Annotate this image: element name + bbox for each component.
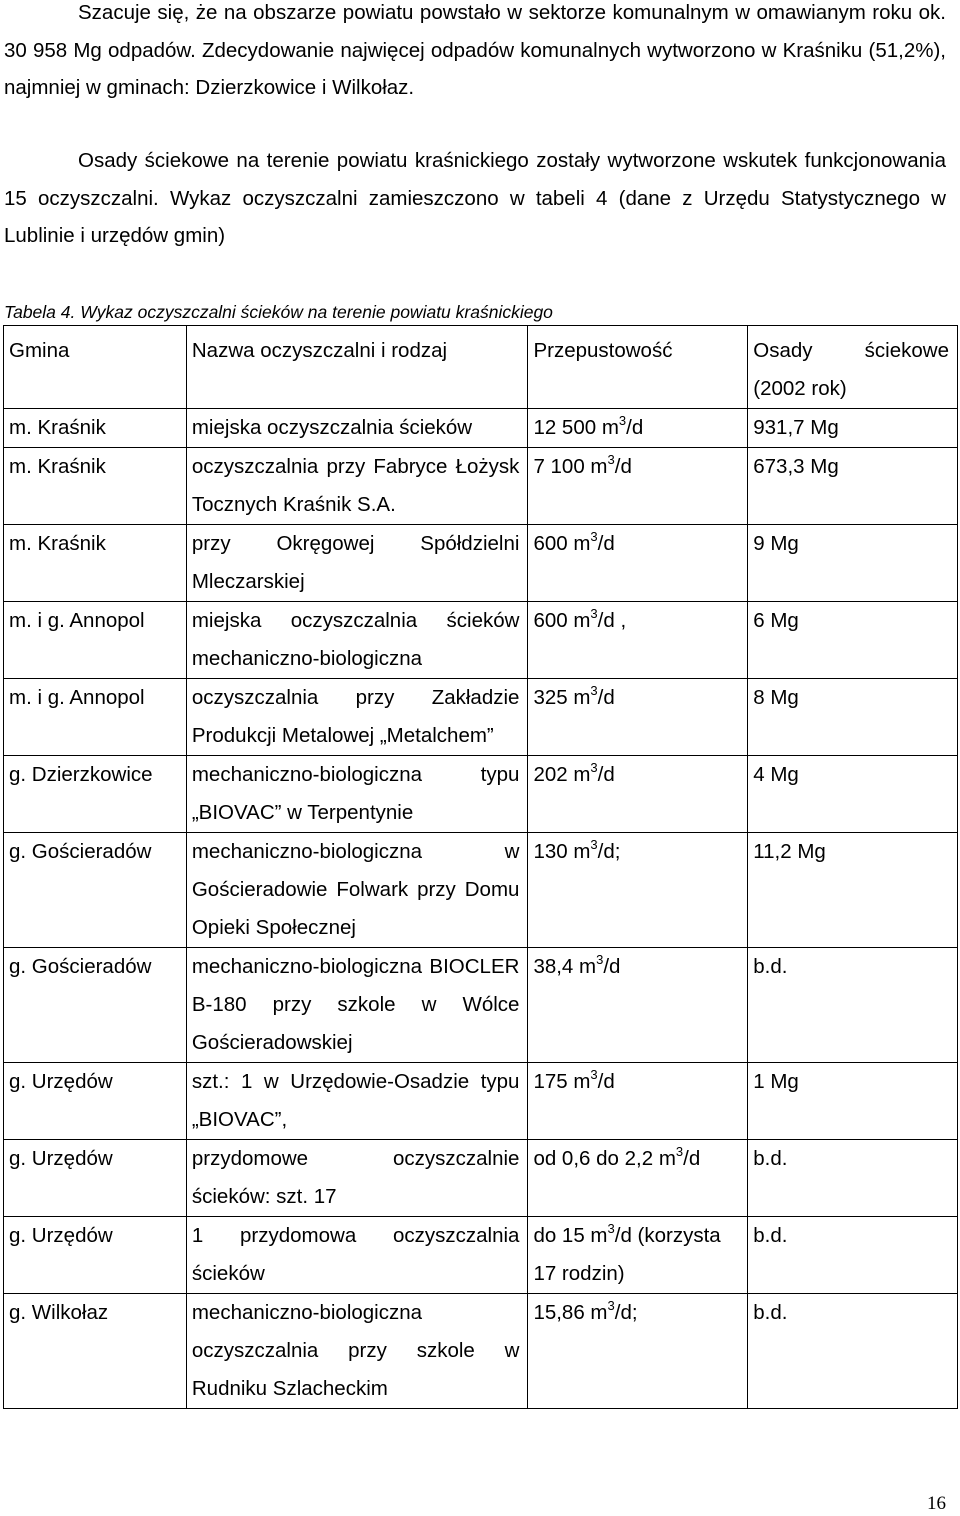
cell-osady: 9 Mg — [748, 525, 958, 602]
table-row — [4, 1140, 958, 1217]
capacity-exponent: 3 — [607, 452, 615, 468]
table-row — [4, 833, 958, 948]
table-body — [4, 326, 958, 1409]
cell-nazwa: miejska oczyszczalnia ścieków — [186, 409, 528, 448]
cell-gmina: m. Kraśnik — [4, 448, 187, 525]
capacity-unit: /d; — [597, 840, 621, 863]
cell-gmina: m. i g. Annopol — [4, 679, 187, 756]
capacity-unit: /d — [603, 955, 621, 978]
cell-przepustowosc — [528, 1140, 748, 1217]
cell-nazwa: oczyszczalnia przy Zakładzie Produkcji Metalowej „Metalchem” — [186, 679, 528, 756]
table-caption: Tabela 4. Wykaz oczyszczalni ścieków na terenie powiatu kraśnickiego — [4, 302, 553, 322]
capacity-value: od 0,6 do 2,2 m — [533, 1147, 676, 1170]
capacity-value: 325 m — [533, 686, 591, 709]
capacity-exponent: 3 — [607, 1221, 615, 1237]
capacity-exponent: 3 — [590, 760, 598, 776]
cell-gmina: g. Gościeradów — [4, 833, 187, 948]
capacity-unit: /d — [626, 416, 644, 439]
cell-gmina: g. Urzędów — [4, 1063, 187, 1140]
cell-gmina: g. Dzierzkowice — [4, 756, 187, 833]
cell-osady: 6 Mg — [748, 602, 958, 679]
capacity-unit: /d — [597, 686, 615, 709]
header-przepustowosc: Przepustowość — [528, 326, 748, 409]
cell-przepustowosc — [528, 1294, 748, 1409]
capacity-exponent: 3 — [590, 606, 598, 622]
capacity-unit: /d , — [597, 609, 627, 632]
table-row — [4, 679, 958, 756]
cell-nazwa: oczyszczalnia przy Fabryce Łożysk Tocznych Kraśnik S.A. — [186, 448, 528, 525]
capacity-exponent: 3 — [675, 1144, 684, 1160]
capacity-value: 130 m — [533, 840, 591, 863]
capacity-unit: /d — [683, 1147, 701, 1170]
cell-nazwa: mechaniczno-biologiczna typu „BIOVAC” w Terpentynie — [186, 756, 528, 833]
cell-przepustowosc — [528, 679, 748, 756]
cell-osady: b.d. — [748, 1140, 958, 1217]
capacity-value: 7 100 m — [533, 455, 608, 478]
cell-gmina: g. Gościeradów — [4, 948, 187, 1063]
cell-przepustowosc — [528, 1217, 748, 1294]
table-row — [4, 409, 958, 448]
cell-nazwa: przy Okręgowej Spółdzielni Mleczarskiej — [186, 525, 528, 602]
cell-przepustowosc — [528, 756, 748, 833]
cell-nazwa: mechaniczno-biologiczna BIOCLER B-180 przy szkole w Wólce Gościeradowskiej — [186, 948, 528, 1063]
capacity-unit: /d; — [614, 1301, 638, 1324]
capacity-value: 202 m — [533, 763, 591, 786]
cell-gmina: m. i g. Annopol — [4, 602, 187, 679]
paragraph-sewage-sludge: Osady ściekowe na terenie powiatu kraśnickiego zostały wytworzone wskutek funkcjonowania 15 oczyszczalni. Wykaz oczyszczalni zamieszczono w tabeli 4 (dane z Urzędu Statystycznego w Lublinie i urzędów gmin) — [4, 149, 946, 247]
cell-gmina: g. Urzędów — [4, 1217, 187, 1294]
table-row — [4, 448, 958, 525]
cell-osady: b.d. — [748, 1217, 958, 1294]
cell-gmina: m. Kraśnik — [4, 525, 187, 602]
cell-nazwa: przydomowe oczyszczalnie ścieków: szt. 17 — [186, 1140, 528, 1217]
cell-osady: 1 Mg — [748, 1063, 958, 1140]
cell-nazwa: miejska oczyszczalnia ścieków mechaniczno-biologiczna — [186, 602, 528, 679]
table-row — [4, 1294, 958, 1409]
cell-nazwa: 1 przydomowa oczyszczalnia ścieków — [186, 1217, 528, 1294]
cell-osady: b.d. — [748, 948, 958, 1063]
capacity-value: 600 m — [533, 532, 591, 555]
capacity-value: 600 m — [533, 609, 591, 632]
cell-gmina: g. Wilkołaz — [4, 1294, 187, 1409]
cell-nazwa: szt.: 1 w Urzędowie-Osadzie typu „BIOVAC”, — [186, 1063, 528, 1140]
capacity-value: 12 500 m — [533, 416, 619, 439]
capacity-exponent: 3 — [607, 1298, 615, 1314]
table-row — [4, 756, 958, 833]
table-row — [4, 1063, 958, 1140]
capacity-exponent: 3 — [596, 952, 604, 968]
page-number: 16 — [927, 1493, 946, 1514]
cell-przepustowosc — [528, 602, 748, 679]
capacity-unit: /d — [597, 532, 615, 555]
table-row — [4, 525, 958, 602]
cell-gmina: m. Kraśnik — [4, 409, 187, 448]
capacity-value: 175 m — [533, 1070, 591, 1093]
capacity-exponent: 3 — [618, 413, 627, 429]
capacity-unit: /d — [597, 1070, 615, 1093]
cell-przepustowosc — [528, 525, 748, 602]
treatment-plants-table — [3, 325, 958, 1409]
cell-nazwa: mechaniczno-biologiczna w Gościeradowie Folwark przy Domu Opieki Społecznej — [186, 833, 528, 948]
capacity-value: do 15 m — [533, 1224, 608, 1247]
cell-przepustowosc — [528, 448, 748, 525]
table-header-row — [4, 326, 958, 409]
cell-gmina: g. Urzędów — [4, 1140, 187, 1217]
cell-przepustowosc — [528, 1063, 748, 1140]
cell-osady: 4 Mg — [748, 756, 958, 833]
cell-osady: 673,3 Mg — [748, 448, 958, 525]
table-row — [4, 1217, 958, 1294]
capacity-unit: /d (korzysta 17 rodzin) — [533, 1224, 721, 1285]
cell-przepustowosc — [528, 833, 748, 948]
cell-osady: 8 Mg — [748, 679, 958, 756]
capacity-exponent: 3 — [590, 529, 598, 545]
capacity-unit: /d — [614, 455, 632, 478]
capacity-exponent: 3 — [590, 837, 598, 853]
cell-przepustowosc — [528, 948, 748, 1063]
capacity-exponent: 3 — [590, 683, 598, 699]
header-gmina: Gmina — [4, 326, 187, 409]
cell-przepustowosc — [528, 409, 748, 448]
paragraph-waste-estimate: Szacuje się, że na obszarze powiatu powstało w sektorze komunalnym w omawianym roku ok. 30 958 Mg odpadów. Zdecydowanie najwięcej odpadów komunalnych wytworzono w Kraśniku (51,2%), najmniej w gminach: Dzierzkowice i Wilkołaz. — [4, 1, 946, 99]
capacity-value: 38,4 m — [533, 955, 597, 978]
cell-osady: 11,2 Mg — [748, 833, 958, 948]
header-osady: Osady ściekowe (2002 rok) — [748, 326, 958, 409]
table-row — [4, 602, 958, 679]
capacity-exponent: 3 — [590, 1067, 598, 1083]
capacity-unit: /d — [597, 763, 615, 786]
cell-nazwa: mechaniczno-biologiczna oczyszczalnia przy szkole w Rudniku Szlacheckim — [186, 1294, 528, 1409]
table-row — [4, 948, 958, 1063]
cell-osady: b.d. — [748, 1294, 958, 1409]
header-nazwa: Nazwa oczyszczalni i rodzaj — [186, 326, 528, 409]
cell-osady: 931,7 Mg — [748, 409, 958, 448]
capacity-value: 15,86 m — [533, 1301, 608, 1324]
